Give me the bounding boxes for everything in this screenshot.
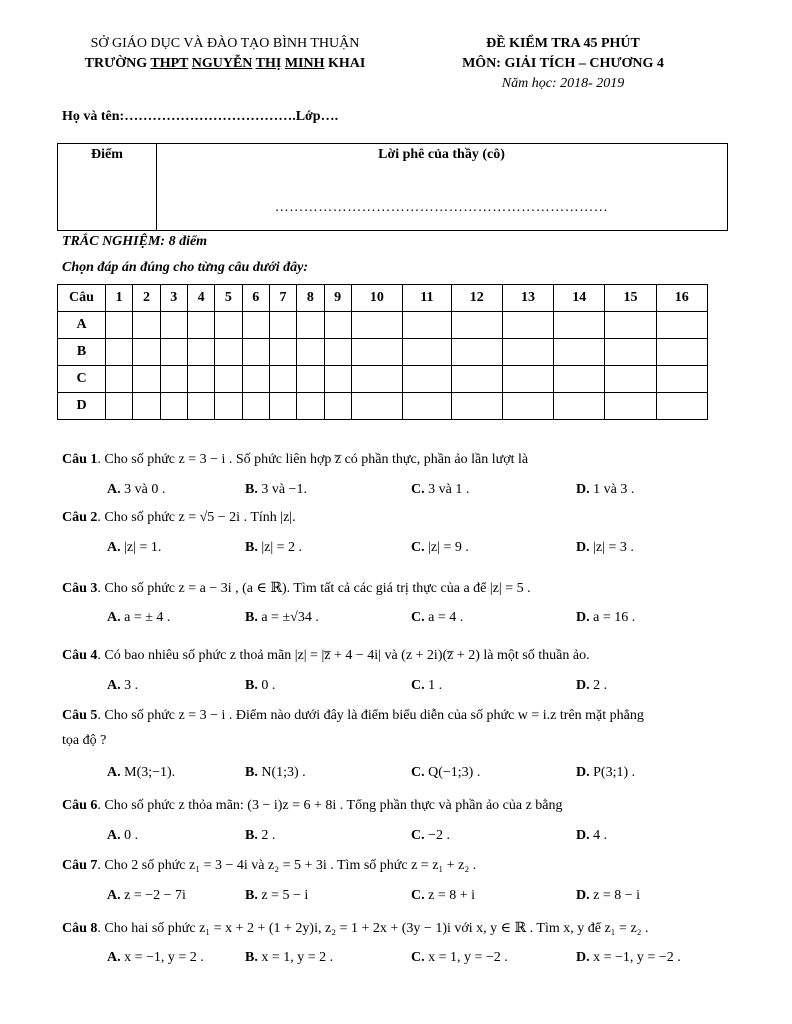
- answer-cell[interactable]: [605, 312, 656, 339]
- question-body: . Cho số phức z = √5 − 2i . Tính |z|.: [97, 510, 296, 525]
- answer-option[interactable]: [107, 540, 161, 556]
- option-key: A.: [107, 765, 121, 780]
- answer-table-header-row: [58, 285, 708, 312]
- option-value: x = 1, y = −2 .: [428, 950, 508, 965]
- question-text: [62, 708, 644, 724]
- answer-table-col-header: 4: [187, 285, 214, 312]
- answer-cell[interactable]: [656, 312, 707, 339]
- answer-table-col-header: 7: [269, 285, 296, 312]
- score-box: [57, 143, 728, 231]
- answer-option[interactable]: [107, 678, 138, 694]
- answer-table: [57, 284, 708, 420]
- answer-option[interactable]: [411, 950, 508, 966]
- answer-table-col-header: 15: [605, 285, 656, 312]
- answer-cell[interactable]: [403, 366, 452, 393]
- answer-cell[interactable]: [403, 312, 452, 339]
- question-text: [62, 510, 296, 526]
- question-number: Câu 6: [62, 798, 98, 813]
- answer-cell[interactable]: [269, 312, 296, 339]
- option-key: B.: [245, 482, 258, 497]
- question-body: . Cho số phức z = a − 3i , (a ∈ ℝ). Tìm tất cả các giá trị thực của a để |z| = 5 .: [97, 581, 531, 596]
- question-body: . Cho hai số phức z₁ = x + 2 + (1 + 2y)i, z₂ = 1 + 2x + (3y − 1)i với x, y ∈ ℝ . Tìm x, y để z₁ = z₂ .: [97, 921, 649, 936]
- question-text: [62, 648, 590, 664]
- answer-table-col-header: 3: [160, 285, 187, 312]
- answer-cell[interactable]: [324, 312, 351, 339]
- answer-option[interactable]: [411, 888, 475, 904]
- answer-option[interactable]: [576, 482, 634, 498]
- answer-table-col-header: 9: [324, 285, 351, 312]
- answer-cell[interactable]: [106, 339, 133, 366]
- answer-cell[interactable]: [215, 339, 242, 366]
- option-key: C.: [411, 765, 425, 780]
- answer-cell[interactable]: [242, 339, 269, 366]
- answer-table-row-label: C: [58, 366, 106, 393]
- answer-cell[interactable]: [106, 393, 133, 420]
- answer-cell[interactable]: [215, 312, 242, 339]
- answer-option[interactable]: [107, 828, 138, 844]
- answer-table-col-header: 13: [502, 285, 553, 312]
- answer-table-row: [58, 339, 708, 366]
- answer-cell[interactable]: [297, 393, 324, 420]
- answer-cell[interactable]: [297, 366, 324, 393]
- answer-cell[interactable]: [351, 393, 402, 420]
- option-value: a = ± 4 .: [124, 610, 171, 625]
- answer-cell[interactable]: [324, 339, 351, 366]
- answer-table-col-header: 1: [106, 285, 133, 312]
- answer-cell[interactable]: [351, 312, 402, 339]
- answer-cell[interactable]: [133, 366, 160, 393]
- option-key: C.: [411, 540, 425, 555]
- answer-table-col-header: 6: [242, 285, 269, 312]
- answer-option[interactable]: [411, 540, 469, 556]
- option-value: z = 8 − i: [593, 888, 641, 903]
- question-number: Câu 3: [62, 581, 98, 596]
- option-key: D.: [576, 482, 590, 497]
- question-number: Câu 8: [62, 921, 98, 936]
- question-text: [62, 580, 531, 597]
- answer-cell[interactable]: [133, 339, 160, 366]
- score-label: Điểm: [91, 147, 123, 162]
- answer-cell[interactable]: [133, 312, 160, 339]
- answer-cell[interactable]: [554, 312, 605, 339]
- question-number: Câu 1: [62, 452, 98, 467]
- option-key: B.: [245, 765, 258, 780]
- school-name: TRƯỜNG THPT NGUYỄN THỊ MINH KHAI: [84, 56, 366, 71]
- school-header: [40, 34, 410, 74]
- answer-option[interactable]: [245, 610, 319, 626]
- option-key: A.: [107, 950, 121, 965]
- option-value: M(3;−1).: [124, 765, 176, 780]
- option-value: x = −1, y = −2 .: [593, 950, 681, 965]
- option-key: A.: [107, 888, 121, 903]
- answer-cell[interactable]: [502, 312, 553, 339]
- answer-option[interactable]: [245, 765, 306, 781]
- option-value: 3 và 0 .: [124, 482, 166, 497]
- answer-option[interactable]: [107, 610, 170, 626]
- answer-cell[interactable]: [242, 393, 269, 420]
- answer-table-col-header: 16: [656, 285, 707, 312]
- answer-option[interactable]: [411, 678, 442, 694]
- question-text: [62, 452, 528, 468]
- answer-cell[interactable]: [215, 366, 242, 393]
- option-value: N(1;3) .: [261, 765, 306, 780]
- question-body: . Cho 2 số phức z₁ = 3 − 4i và z₂ = 5 + 3i . Tìm số phức z = z₁ + z₂ .: [97, 858, 477, 873]
- answer-table-corner: Câu: [58, 285, 106, 312]
- option-value: z = 8 + i: [428, 888, 476, 903]
- answer-cell[interactable]: [133, 393, 160, 420]
- answer-cell[interactable]: [160, 393, 187, 420]
- answer-table-row: [58, 393, 708, 420]
- option-value: a = 4 .: [428, 610, 464, 625]
- option-value: 3 .: [124, 678, 139, 693]
- answer-cell[interactable]: [187, 366, 214, 393]
- answer-option[interactable]: [107, 482, 165, 498]
- answer-option[interactable]: [107, 765, 175, 781]
- answer-cell[interactable]: [160, 312, 187, 339]
- option-key: C.: [411, 678, 425, 693]
- answer-cell[interactable]: [656, 366, 707, 393]
- option-key: C.: [411, 888, 425, 903]
- option-key: D.: [576, 828, 590, 843]
- option-value: a = ±√34 .: [261, 610, 319, 625]
- option-value: z = 5 − i: [261, 888, 309, 903]
- answer-cell[interactable]: [502, 393, 553, 420]
- option-value: 1 và 3 .: [593, 482, 635, 497]
- option-key: D.: [576, 540, 590, 555]
- option-value: x = 1, y = 2 .: [261, 950, 334, 965]
- question-body: . Có bao nhiêu số phức z thoả mãn |z| = |z̅ + 4 − 4i| và (z + 2i)(z̅ + 2) là một số thuần ảo.: [97, 648, 590, 663]
- exam-header: [418, 34, 708, 94]
- answer-cell[interactable]: [269, 366, 296, 393]
- option-key: C.: [411, 950, 425, 965]
- option-value: P(3;1) .: [593, 765, 636, 780]
- student-name-line: Họ và tên:……………………………….Lớp….: [62, 109, 339, 124]
- option-key: C.: [411, 828, 425, 843]
- answer-cell[interactable]: [451, 393, 502, 420]
- answer-cell[interactable]: [187, 393, 214, 420]
- answer-option[interactable]: [576, 678, 607, 694]
- answer-table-col-header: 8: [297, 285, 324, 312]
- answer-cell[interactable]: [656, 393, 707, 420]
- answer-cell[interactable]: [297, 312, 324, 339]
- option-value: 1 .: [428, 678, 443, 693]
- department-name: SỞ GIÁO DỤC VÀ ĐÀO TẠO BÌNH THUẬN: [90, 36, 360, 51]
- question-number: Câu 7: [62, 858, 98, 873]
- option-key: B.: [245, 888, 258, 903]
- answer-cell[interactable]: [605, 393, 656, 420]
- answer-option[interactable]: [576, 765, 635, 781]
- exam-subject: MÔN: GIẢI TÍCH – CHƯƠNG 4: [462, 56, 664, 71]
- comment-label: Lời phê của thầy (cô): [378, 147, 505, 162]
- option-key: B.: [245, 678, 258, 693]
- answer-cell[interactable]: [502, 366, 553, 393]
- option-value: x = −1, y = 2 .: [124, 950, 204, 965]
- option-key: B.: [245, 610, 258, 625]
- answer-cell[interactable]: [351, 366, 402, 393]
- section-title: TRẮC NGHIỆM: 8 điểm: [62, 234, 208, 249]
- answer-table-col-header: 14: [554, 285, 605, 312]
- option-value: 4 .: [593, 828, 608, 843]
- answer-cell[interactable]: [106, 366, 133, 393]
- answer-cell[interactable]: [554, 366, 605, 393]
- question-text: [62, 798, 563, 814]
- answer-table-row: [58, 366, 708, 393]
- answer-cell[interactable]: [554, 393, 605, 420]
- answer-cell[interactable]: [269, 393, 296, 420]
- answer-table-col-header: 12: [451, 285, 502, 312]
- option-value: |z| = 2 .: [261, 540, 303, 555]
- answer-cell[interactable]: [215, 393, 242, 420]
- option-value: 3 và 1 .: [428, 482, 470, 497]
- option-value: 2 .: [593, 678, 608, 693]
- question-body: . Cho số phức z thỏa mãn: (3 − i)z = 6 + 8i . Tổng phần thực và phần ảo của z bằng: [97, 798, 563, 813]
- answer-cell[interactable]: [403, 339, 452, 366]
- answer-cell[interactable]: [451, 312, 502, 339]
- answer-cell[interactable]: [160, 366, 187, 393]
- option-value: 2 .: [261, 828, 276, 843]
- option-value: 0 .: [261, 678, 276, 693]
- answer-option[interactable]: [245, 828, 275, 844]
- answer-cell[interactable]: [403, 393, 452, 420]
- answer-table-col-header: 5: [215, 285, 242, 312]
- option-key: B.: [245, 540, 258, 555]
- instruction: Chọn đáp án đúng cho từng câu dưới đây:: [62, 260, 308, 275]
- answer-cell[interactable]: [605, 339, 656, 366]
- answer-cell[interactable]: [242, 312, 269, 339]
- answer-table-row-label: D: [58, 393, 106, 420]
- question-number: Câu 5: [62, 708, 98, 723]
- answer-option[interactable]: [411, 482, 469, 498]
- option-key: A.: [107, 610, 121, 625]
- answer-cell[interactable]: [324, 366, 351, 393]
- answer-cell[interactable]: [242, 366, 269, 393]
- answer-option[interactable]: [107, 950, 204, 966]
- option-key: A.: [107, 540, 121, 555]
- answer-cell[interactable]: [324, 393, 351, 420]
- option-value: 3 và −1.: [261, 482, 307, 497]
- option-key: B.: [245, 950, 258, 965]
- option-value: a = 16 .: [593, 610, 636, 625]
- answer-table-row-label: A: [58, 312, 106, 339]
- answer-cell[interactable]: [451, 366, 502, 393]
- answer-option[interactable]: [245, 678, 275, 694]
- question-text-continued: tọa độ ?: [62, 733, 107, 748]
- option-key: A.: [107, 678, 121, 693]
- answer-option[interactable]: [245, 482, 307, 498]
- answer-option[interactable]: [411, 828, 450, 844]
- option-key: D.: [576, 950, 590, 965]
- answer-cell[interactable]: [451, 339, 502, 366]
- answer-option[interactable]: [107, 888, 186, 904]
- answer-option[interactable]: [576, 950, 681, 966]
- option-key: C.: [411, 610, 425, 625]
- school-year: Năm học: 2018- 2019: [501, 76, 625, 91]
- question-number: Câu 4: [62, 648, 98, 663]
- answer-cell[interactable]: [605, 366, 656, 393]
- question-number: Câu 2: [62, 510, 98, 525]
- answer-cell[interactable]: [297, 339, 324, 366]
- option-key: A.: [107, 828, 121, 843]
- answer-option[interactable]: [245, 888, 308, 904]
- answer-table-col-header: 10: [351, 285, 402, 312]
- answer-cell[interactable]: [351, 339, 402, 366]
- answer-cell[interactable]: [554, 339, 605, 366]
- question-body: . Cho số phức z = 3 − i . Số phức liên hợp z̅ có phần thực, phần ảo lần lượt là: [97, 452, 529, 467]
- answer-cell[interactable]: [187, 339, 214, 366]
- question-text: [62, 858, 476, 874]
- answer-cell[interactable]: [106, 312, 133, 339]
- question-text: [62, 920, 649, 937]
- option-value: z = −2 − 7i: [124, 888, 186, 903]
- answer-cell[interactable]: [656, 339, 707, 366]
- answer-cell[interactable]: [502, 339, 553, 366]
- answer-table-row: [58, 312, 708, 339]
- option-value: |z| = 3 .: [593, 540, 634, 555]
- question-body: . Cho số phức z = 3 − i . Điểm nào dưới đây là điểm biểu diễn của số phức w = i.z trên mặt phẳng: [97, 708, 644, 723]
- answer-cell[interactable]: [187, 312, 214, 339]
- comment-dots: ……………………………………………………………: [274, 200, 609, 215]
- answer-table-col-header: 2: [133, 285, 160, 312]
- answer-option[interactable]: [245, 540, 302, 556]
- option-value: |z| = 1.: [124, 540, 162, 555]
- option-key: D.: [576, 888, 590, 903]
- answer-option[interactable]: [411, 610, 463, 626]
- answer-table-col-header: 11: [403, 285, 452, 312]
- exam-title: ĐỀ KIỂM TRA 45 PHÚT: [486, 36, 640, 51]
- option-key: B.: [245, 828, 258, 843]
- answer-cell[interactable]: [160, 339, 187, 366]
- option-value: |z| = 9 .: [428, 540, 469, 555]
- answer-option[interactable]: [576, 828, 607, 844]
- option-key: D.: [576, 765, 590, 780]
- answer-option[interactable]: [576, 540, 634, 556]
- option-key: C.: [411, 482, 425, 497]
- answer-option[interactable]: [411, 765, 480, 781]
- option-key: A.: [107, 482, 121, 497]
- answer-option[interactable]: [576, 888, 640, 904]
- answer-option[interactable]: [245, 950, 333, 966]
- option-key: D.: [576, 610, 590, 625]
- option-value: 0 .: [124, 828, 139, 843]
- option-key: D.: [576, 678, 590, 693]
- answer-cell[interactable]: [269, 339, 296, 366]
- answer-option[interactable]: [576, 610, 635, 626]
- option-value: −2 .: [428, 828, 451, 843]
- answer-table-row-label: B: [58, 339, 106, 366]
- option-value: Q(−1;3) .: [428, 765, 481, 780]
